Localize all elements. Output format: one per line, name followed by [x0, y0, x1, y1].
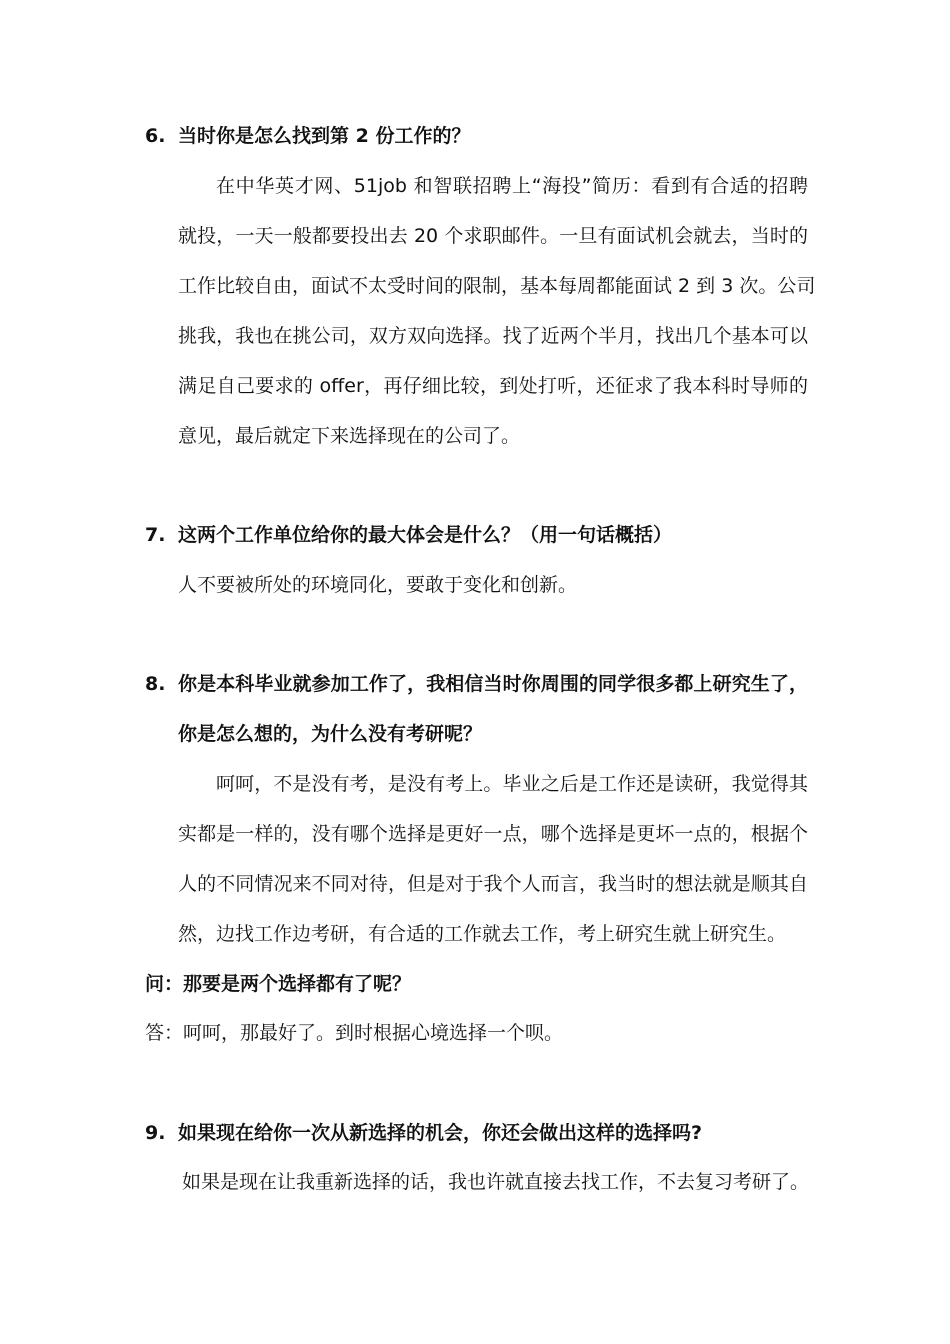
question-number: 9.: [145, 1122, 166, 1144]
answer-line: 意见，最后就定下来选择现在的公司了。: [178, 425, 521, 447]
answer-line: 如果是现在让我重新选择的话，我也许就直接去找工作，不去复习考研了。: [182, 1171, 810, 1193]
followup-question: 问：那要是两个选择都有了呢？: [145, 973, 412, 995]
answer-line: 人的不同情况来不同对待，但是对于我个人而言，我当时的想法就是顺其自: [178, 873, 808, 895]
answer-line: 在中华英才网、51job 和智联招聘上“海投”简历：看到有合适的招聘: [216, 175, 808, 197]
question-text: 当时你是怎么找到第 2 份工作的？: [178, 125, 471, 147]
answer-line: 呵呵，不是没有考，是没有考上。毕业之后是工作还是读研，我觉得其: [216, 773, 808, 795]
answer-line: 工作比较自由，面试不太受时间的限制，基本每周都能面试 2 到 3 次。公司: [178, 275, 816, 297]
answer-line: 满足自己要求的 offer，再仔细比较，到处打听，还征求了我本科时导师的: [178, 375, 808, 397]
followup-answer: 答：呵呵，那最好了。到时根据心境选择一个呗。: [145, 1022, 564, 1044]
question-text: 你是本科毕业就参加工作了，我相信当时你周围的同学很多都上研究生了，: [178, 673, 808, 695]
question-text: 你是怎么想的，为什么没有考研呢？: [178, 723, 483, 745]
answer-line: 实都是一样的，没有哪个选择是更好一点，哪个选择是更坏一点的，根据个: [178, 823, 808, 845]
answer-line: 人不要被所处的环境同化，要敢于变化和创新。: [178, 574, 578, 596]
question-number: 8.: [145, 673, 166, 695]
answer-line: 挑我，我也在挑公司，双方双向选择。找了近两个半月，找出几个基本可以: [178, 325, 808, 347]
question-text: 如果现在给你一次从新选择的机会，你还会做出这样的选择吗?: [178, 1122, 703, 1144]
question-number: 6.: [145, 125, 166, 147]
answer-line: 就投，一天一般都要投出去 20 个求职邮件。一旦有面试机会就去，当时的: [178, 225, 808, 247]
answer-line: 然，边找工作边考研，有合适的工作就去工作，考上研究生就上研究生。: [178, 923, 787, 945]
question-text: 这两个工作单位给你的最大体会是什么？（用一句话概括）: [178, 524, 673, 546]
question-number: 7.: [145, 524, 166, 546]
